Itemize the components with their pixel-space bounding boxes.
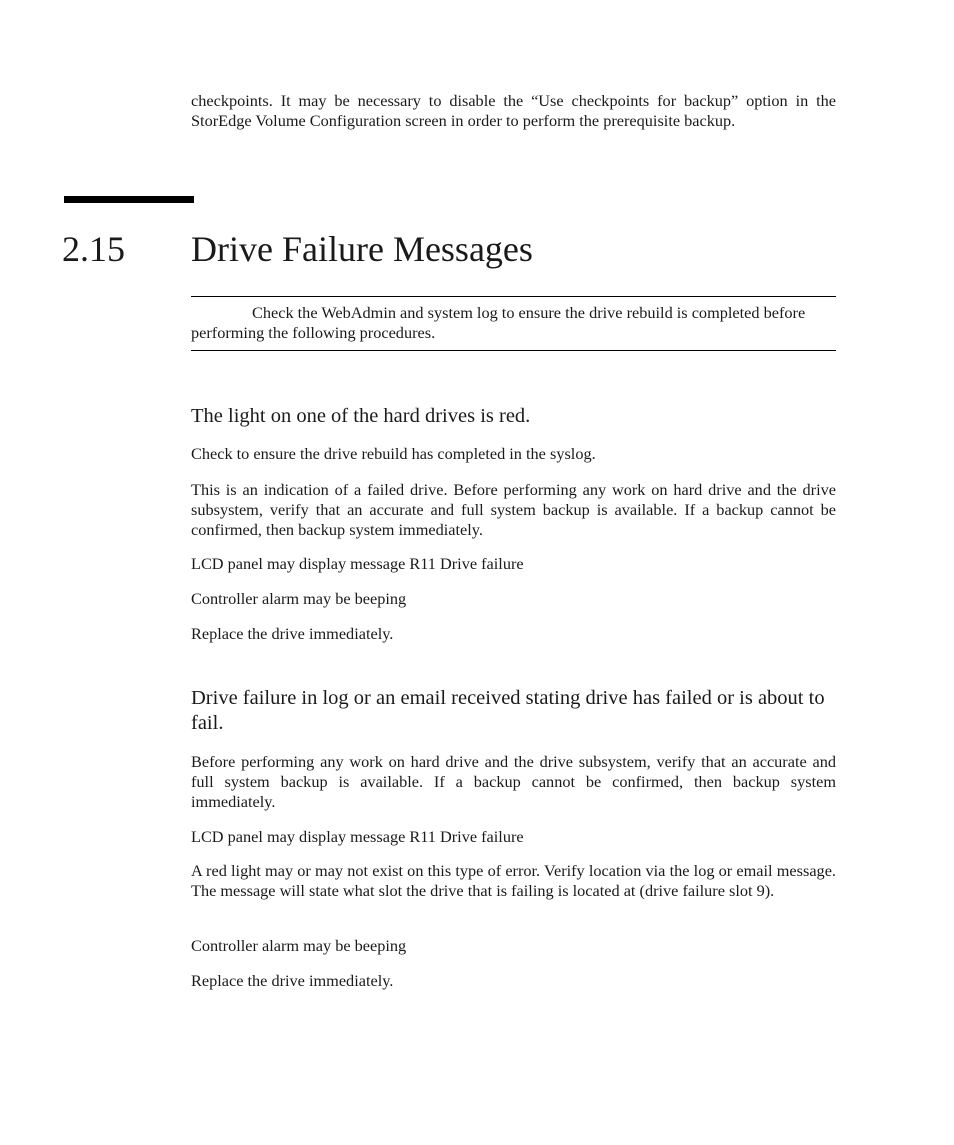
subsection-2-heading: Drive failure in log or an email received stating drive has failed or is about to fail. (191, 687, 825, 734)
subsection-1-paragraph: LCD panel may display message R11 Drive failure (191, 554, 524, 573)
section-title: Drive Failure Messages (191, 229, 533, 269)
note-text: Check the WebAdmin and system log to ensure the drive rebuild is completed before performing the following procedures. (191, 303, 806, 342)
subsection-1-paragraph: Check to ensure the drive rebuild has completed in the syslog. (191, 444, 596, 463)
subsection-1-paragraph: Controller alarm may be beeping (191, 589, 407, 608)
note-box (191, 296, 836, 351)
subsection-2-paragraph: Before performing any work on hard drive and the drive subsystem, verify that an accurate and full system backup is available. If a backup cannot be confirmed, then backup system immediately. (191, 752, 836, 811)
subsection-2-paragraph: Replace the drive immediately. (191, 971, 394, 990)
section-rule (64, 196, 194, 203)
subsection-1-paragraph: Replace the drive immediately. (191, 624, 394, 643)
subsection-1-paragraph: This is an indication of a failed drive. Before performing any work on hard drive and the drive subsystem, verify that an accurate and full system backup is available. If a backup cannot be confirmed, then backup system immediately. (191, 480, 836, 539)
subsection-1-heading: The light on one of the hard drives is red. (191, 405, 531, 427)
subsection-2-paragraph: Controller alarm may be beeping (191, 936, 407, 955)
section-number: 2.15 (62, 229, 125, 269)
subsection-2-paragraph: A red light may or may not exist on this type of error. Verify location via the log or email message. The message will state what slot the drive that is failing is located at (drive failure slot 9). (191, 861, 836, 900)
subsection-2-paragraph: LCD panel may display message R11 Drive failure (191, 827, 524, 846)
continued-paragraph: checkpoints. It may be necessary to disable the “Use checkpoints for backup” option in the StorEdge Volume Configuration screen in order to perform the prerequisite backup. (191, 91, 836, 130)
